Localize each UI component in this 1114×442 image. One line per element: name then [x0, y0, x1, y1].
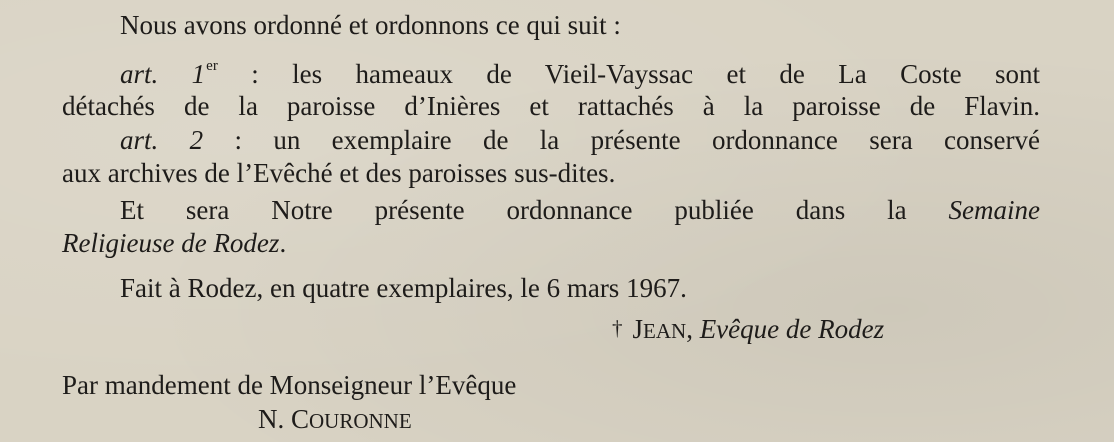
signature-name-initial: J	[632, 314, 644, 344]
signature-separator: ,	[686, 314, 700, 344]
article-2-line-1	[120, 125, 1040, 156]
article-1-text-1: : les hameaux de Vieil-Vayssac et de La Coste sont	[217, 59, 1040, 89]
article-1-line-1	[120, 59, 1040, 90]
publication-line-1	[120, 195, 1040, 226]
publication-italic-1: Semaine	[948, 195, 1040, 225]
article-1-label: art. 1	[120, 59, 206, 89]
signature-line	[612, 314, 884, 347]
mandate-line: Par mandement de Monseigneur l’Evêque	[62, 370, 517, 400]
signature-name-rest: EAN	[643, 319, 687, 343]
publication-line-2	[62, 228, 1040, 259]
mandate-signer-rest: OURONNE	[309, 409, 412, 433]
publication-end: .	[279, 228, 287, 258]
article-2-text-1: : un exemplaire de la présente ordonnance sera conservé	[203, 125, 1041, 155]
article-1-superscript: er	[206, 58, 218, 74]
article-1-line-2: détachés de la paroisse d’Inières et rattachés à la paroisse de Flavin.	[62, 91, 1040, 121]
preamble-line: Nous avons ordonné et ordonnons ce qui suit :	[120, 10, 621, 40]
publication-text-1: Et sera Notre présente ordonnance publiée dans la	[120, 195, 949, 225]
mandate-signer	[258, 404, 412, 437]
date-line: Fait à Rodez, en quatre exemplaires, le 6 mars 1967.	[120, 273, 687, 303]
mandate-signer-initials: N. C	[258, 404, 310, 434]
signature-cross: †	[612, 316, 623, 340]
article-2-line-2: aux archives de l’Evêché et des paroisses sus-dites.	[62, 158, 616, 188]
signature-title: Evêque de Rodez	[699, 314, 885, 344]
article-2-label: art. 2	[120, 125, 204, 155]
publication-italic-2: Religieuse de Rodez	[62, 228, 280, 258]
